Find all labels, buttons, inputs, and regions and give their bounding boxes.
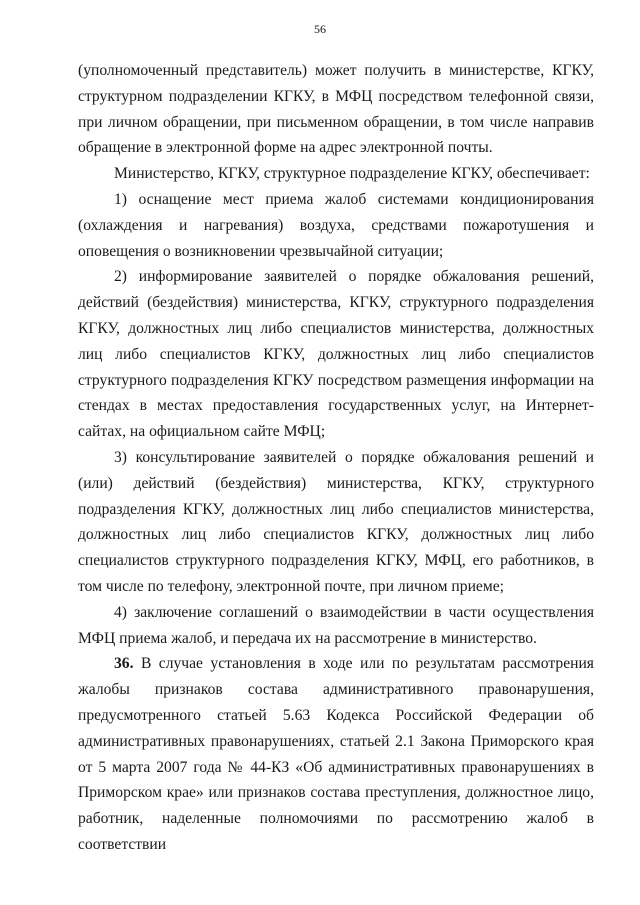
paragraph-continuation: (уполномоченный представитель) может получить в министерстве, КГКУ, структурном подразделении КГКУ, в МФЦ посредством телефонной связи, при личном обращении, при письменном обращении, в том числе направив обращение в электронной форме на адрес электронной почты. <box>78 62 594 157</box>
list-item-4: 4) заключение соглашений о взаимодействии в части осуществления МФЦ приема жалоб, и передача их на рассмотрение в министерство. <box>78 603 594 647</box>
list-item-1: 1) оснащение мест приема жалоб системами кондиционирования (охлаждения и нагревания) воздуха, средствами пожаротушения и оповещения о возникновении чрезвычайной ситуации; <box>78 190 594 260</box>
section-36-paragraph <box>78 651 594 857</box>
paragraph-ministry-provides: Министерство, КГКУ, структурное подразделение КГКУ, обеспечивает: <box>114 165 590 183</box>
page-number: 56 <box>314 22 326 36</box>
list-item-3: 3) консультирование заявителей о порядке обжалования решений и (или) действий (бездействия) министерства, КГКУ, структурного подразделения КГКУ, должностных лиц либо специалистов министерства, должностных лиц либо специалистов КГКУ, должностных лиц либо специалистов структурного подразделения КГКУ, МФЦ, его работников, в том числе по телефону, электронной почте, при личном приеме; <box>78 448 594 595</box>
document-body <box>78 58 594 858</box>
list-item-2: 2) информирование заявителей о порядке обжалования решений, действий (бездействия) министерства, КГКУ, структурного подразделения КГКУ, должностных лиц либо специалистов министерства, должностных лиц либо специалистов КГКУ, должностных лиц либо специалистов структурного подразделения КГКУ посредством размещения информации на стендах в местах предоставления государственных услуг, на Интернет-сайтах, на официальном сайте МФЦ; <box>78 268 594 441</box>
section-number: 36. <box>114 655 134 673</box>
section-36-text: В случае установления в ходе или по результатам рассмотрения жалобы признаков состава административного правонарушения, предусмотренного статьей 5.63 Кодекса Российской Федерации об административных правонарушениях, статьей 2.1 Закона Приморского края от 5 марта 2007 года № 44-КЗ «Об административных правонарушениях в Приморском крае» или признаков состава преступления, должностное лицо, работник, наделенные полномочиями по рассмотрению жалоб в соответствии <box>78 655 594 853</box>
